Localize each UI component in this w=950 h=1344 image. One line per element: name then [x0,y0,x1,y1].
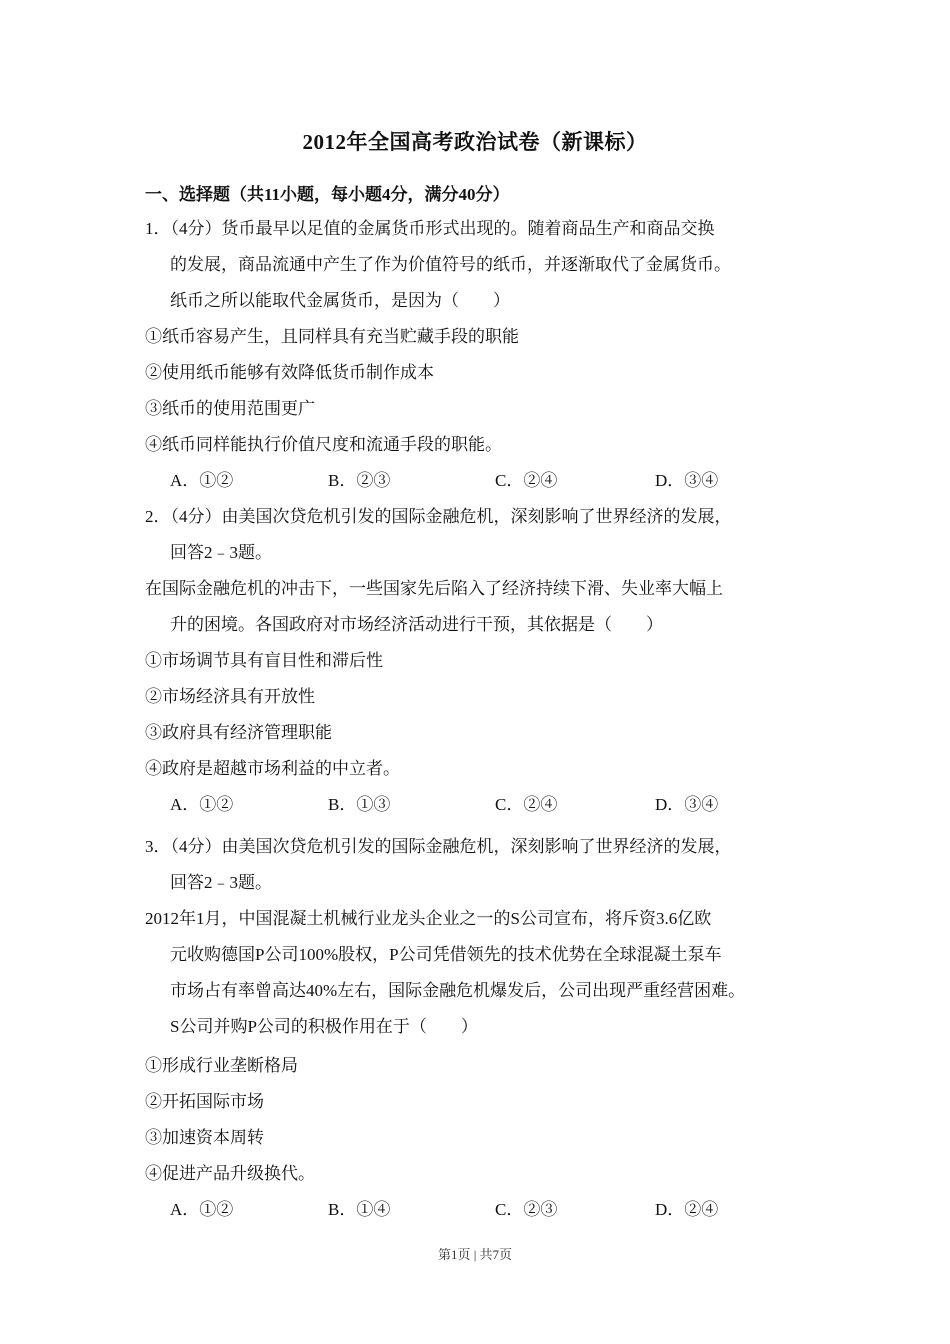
option-d[interactable]: D．③④ [655,471,719,490]
statement-2: ②市场经济具有开放性 [145,687,315,706]
question-stem-line: 1．（4分）货币最早以足值的金属货币形式出现的。随着商品生产和商品交换 [145,219,715,238]
question-stem-line: 纸币之所以能取代金属货币，是因为（ ） [170,291,510,310]
question-stem-line: 市场占有率曾高达40%左右，国际金融危机爆发后，公司出现严重经营困难。 [170,981,746,1000]
option-a[interactable]: A．①② [170,471,234,490]
option-b[interactable]: B．①④ [328,1200,391,1219]
option-b[interactable]: B．①③ [328,795,391,814]
statement-4: ④政府是超越市场利益的中立者。 [145,759,400,778]
option-b[interactable]: B．②③ [328,471,391,490]
option-c[interactable]: C．②④ [495,795,558,814]
statement-4: ④促进产品升级换代。 [145,1164,315,1183]
statement-3: ③加速资本周转 [145,1128,264,1147]
option-c[interactable]: C．②③ [495,1200,558,1219]
statement-1: ①市场调节具有盲目性和滞后性 [145,651,383,670]
section-heading: 一、选择题（共11小题，每小题4分，满分40分） [145,185,510,204]
question-stem-line: 2．（4分）由美国次贷危机引发的国际金融危机，深刻影响了世界经济的发展， [145,507,732,526]
page-title: 2012年全国高考政治试卷（新课标） [302,130,648,154]
question-stem-line: 回答2﹣3题。 [170,543,272,562]
statement-3: ③纸币的使用范围更广 [145,399,315,418]
question-stem-line: 3．（4分）由美国次贷危机引发的国际金融危机，深刻影响了世界经济的发展， [145,837,732,856]
question-stem-line: S公司并购P公司的积极作用在于（ ） [170,1017,478,1036]
question-stem-line: 2012年1月，中国混凝土机械行业龙头企业之一的S公司宣布，将斥资3.6亿欧 [145,909,712,928]
question-stem-line: 的发展，商品流通中产生了作为价值符号的纸币，并逐渐取代了金属货币。 [170,255,731,274]
question-stem-line: 升的困境。各国政府对市场经济活动进行干预，其依据是（ ） [170,615,663,634]
statement-2: ②开拓国际市场 [145,1092,264,1111]
option-a[interactable]: A．①② [170,1200,234,1219]
option-d[interactable]: D．③④ [655,795,719,814]
statement-1: ①形成行业垄断格局 [145,1056,298,1075]
statement-2: ②使用纸币能够有效降低货币制作成本 [145,363,434,382]
option-c[interactable]: C．②④ [495,471,558,490]
question-stem-line: 回答2﹣3题。 [170,873,272,892]
question-stem-line: 在国际金融危机的冲击下，一些国家先后陷入了经济持续下滑、失业率大幅上 [145,579,723,598]
statement-1: ①纸币容易产生，且同样具有充当贮藏手段的职能 [145,327,519,346]
statement-3: ③政府具有经济管理职能 [145,723,332,742]
option-d[interactable]: D．②④ [655,1200,719,1219]
page-footer: 第1页 | 共7页 [437,1247,513,1262]
statement-4: ④纸币同样能执行价值尺度和流通手段的职能。 [145,435,502,454]
option-a[interactable]: A．①② [170,795,234,814]
question-stem-line: 元收购德国P公司100%股权，P公司凭借领先的技术优势在全球混凝土泵车 [170,945,722,964]
